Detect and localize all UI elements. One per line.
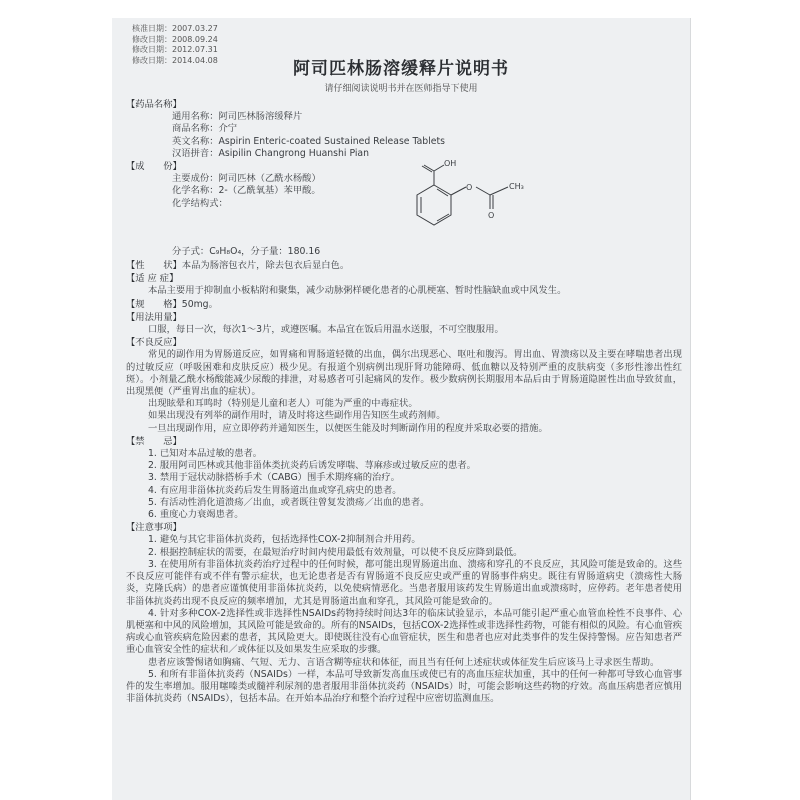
document-title: 阿司匹林肠溶缓释片说明书 <box>293 59 509 79</box>
structure-label-o: O <box>488 211 495 221</box>
chemical-name: 化学名称：2-（乙酰氧基）苯甲酸。 <box>172 185 321 197</box>
precaution-paragraph: 4. 针对多种COX-2选择性或非选择性NSAIDs药物持续时间达3年的临床试验显示，本品可能引起严重心血管血栓性不良事件、心肌梗塞和中风的风险增加，其风险可能是致命的。所有的NSAIDs，包括COX-2选择性或非选择性药物，可能有相似的风险。有心血管疾病或心血管疾病危险因素的患者，其风险更大。即使既往没有心血管症状，医生和患者也应对此类事件的发生保持警惕。应告知患者严重心血管安全性的症状和／或体征以及如果发生应采取的步骤。 <box>126 607 682 656</box>
structure-label-ch3: CH₃ <box>509 182 524 192</box>
approval-date: 核准日期：2007.03.27 <box>132 24 218 33</box>
section-contraindications <box>126 436 682 521</box>
section-heading: 【注意事项】 <box>126 522 182 534</box>
section-spec <box>126 299 682 311</box>
document-subtitle: 请仔细阅读说明书并在医师指导下使用 <box>324 84 478 94</box>
precaution-paragraph: 1. 避免与其它非甾体抗炎药，包括选择性COX-2抑制剂合并用药。 <box>148 534 421 546</box>
revision-date: 修改日期：2012.07.31 <box>132 45 218 54</box>
structure-label: 化学结构式： <box>172 197 228 209</box>
english-name: 英文名称：Aspirin Enteric-coated Sustained Release Tablets <box>172 135 445 147</box>
contraindication-item: 4. 有应用非甾体抗炎药后发生胃肠道出血或穿孔病史的患者。 <box>148 484 402 496</box>
section-heading: 【规 格】 <box>126 298 182 310</box>
revision-date: 修改日期：2014.04.08 <box>132 55 218 65</box>
section-heading: 【用法用量】 <box>126 311 182 323</box>
section-appearance <box>126 260 682 272</box>
section-indications <box>126 273 682 297</box>
contraindication-item: 3. 禁用于冠状动脉搭桥手术（CABG）围手术期疼痛的治疗。 <box>148 472 400 484</box>
chemical-structure-diagram <box>404 157 574 251</box>
section-heading: 【成 份】 <box>126 161 182 173</box>
appearance-text: 本品为肠溶包衣片，除去包衣后显白色。 <box>181 260 350 272</box>
precaution-paragraph: 患者应该警惕诸如胸痛、气短、无力、言语含糊等症状和体征，而且当有任何上述症状或体征发生后应该马上寻求医生帮助。 <box>148 656 660 668</box>
section-heading: 【适 应 症】 <box>126 273 179 285</box>
section-precautions <box>126 522 682 705</box>
section-heading: 【不良反应】 <box>126 337 182 349</box>
precaution-paragraph: 5. 和所有非甾体抗炎药（NSAIDs）一样，本品可导致新发高血压或使已有的高血压症状加重，其中的任何一种都可导致心血管事件的发生率增加。服用噻嗪类或髓袢利尿剂的患者服用非甾体抗炎药（NSAIDs）时，可能会影响这些药物的疗效。高血压病患者应慎用非甾体抗炎药（NSAIDs），包括本品。在开始本品治疗和整个治疗过程中应密切监测血压。 <box>126 668 682 705</box>
contraindication-item: 6. 重度心力衰竭患者。 <box>148 509 244 521</box>
precaution-paragraph: 2. 根据控制症状的需要，在最短治疗时间内使用最低有效剂量，可以使不良反应降到最低。 <box>148 546 523 558</box>
section-adverse-reactions <box>126 337 682 435</box>
precaution-paragraph: 3. 在使用所有非甾体抗炎药治疗过程中的任何时候，都可能出现胃肠道出血、溃疡和穿孔的不良反应，其风险可能是致命的。这些不良反应可能伴有或不伴有警示症状，也无论患者是否有胃肠道不良反应史或严重的胃肠事件病史。既往有胃肠道病史（溃疡性大肠炎，克隆氏病）的患者应谨慎使用非甾体抗炎药，以免使病情恶化。当患者服用该药发生胃肠道出血或溃疡时，应停药。老年患者使用非甾体抗炎药出现不良反应的频率增加，尤其是胃肠道出血和穿孔，其风险可能是致命的。 <box>126 558 682 607</box>
contraindication-item: 1. 已知对本品过敏的患者。 <box>148 448 263 460</box>
adverse-paragraph: 出现眩晕和耳鸣时（特别是儿童和老人）可能为严重的中毒症状。 <box>148 398 418 410</box>
main-ingredient: 主要成份：阿司匹林（乙酰水杨酸） <box>172 173 321 185</box>
section-ingredients <box>126 161 682 259</box>
revision-date: 修改日期：2008.09.24 <box>132 34 218 44</box>
molecular-formula: 分子式：C₉H₈O₄，分子量：180.16 <box>172 246 321 258</box>
adverse-paragraph: 常见的副作用为胃肠道反应，如胃痛和胃肠道轻微的出血，偶尔出现恶心、呕吐和腹泻。胃出血、胃溃疡以及主要在哮喘患者出现的过敏反应（呼吸困难和皮肤反应）极少见。有报道个别病例出现肝肾功能障碍、低血糖以及特别严重的皮肤病变（多形性渗出性红斑）。小剂量乙酰水杨酸能减少尿酸的排泄，对易感者可引起痛风的发作。极少数病例长期服用本品后由于胃肠道隐匿性出血导致贫血，出现黑便（严重胃出血的症状）。 <box>126 349 682 398</box>
package-insert-sheet <box>112 18 690 800</box>
contraindication-item: 2. 服用阿司匹林或其他非甾体类抗炎药后诱发哮喘、荨麻疹或过敏反应的患者。 <box>148 460 476 472</box>
contraindication-item: 5. 有活动性消化道溃疡／出血，或者既往曾复发溃疡／出血的患者。 <box>148 496 430 508</box>
section-usage <box>126 312 682 336</box>
adverse-paragraph: 如果出现没有列举的副作用时，请及时将这些副作用告知医生或药剂师。 <box>148 410 446 422</box>
indications-text: 本品主要用于抑制血小板粘附和聚集，减少动脉粥样硬化患者的心肌梗塞、暂时性脑缺血或中风发生。 <box>148 285 567 297</box>
usage-text: 口服，每日一次，每次1～3片，或遵医嘱。本品宜在饭后用温水送服，不可空腹服用。 <box>148 324 504 336</box>
section-heading: 【药品名称】 <box>126 99 182 110</box>
aspirin-structure-svg <box>404 157 574 247</box>
spec-text: 50mg。 <box>181 298 218 310</box>
document-body <box>126 98 682 705</box>
pinyin-name: 汉语拼音：Asipilin Changrong Huanshi Pian <box>172 147 370 159</box>
section-heading: 【禁 忌】 <box>126 435 182 447</box>
structure-label-oh: OH <box>444 159 457 169</box>
structure-label-o: O <box>466 183 473 193</box>
trade-name: 商品名称：介宁 <box>172 123 238 135</box>
generic-name: 通用名称：阿司匹林肠溶缓释片 <box>172 111 303 123</box>
adverse-paragraph: 一旦出现副作用，应立即停药并通知医生，以便医生能及时判断副作用的程度并采取必要的措施。 <box>148 422 548 434</box>
section-heading: 【性 状】 <box>126 260 182 272</box>
section-drug-name <box>126 99 682 160</box>
